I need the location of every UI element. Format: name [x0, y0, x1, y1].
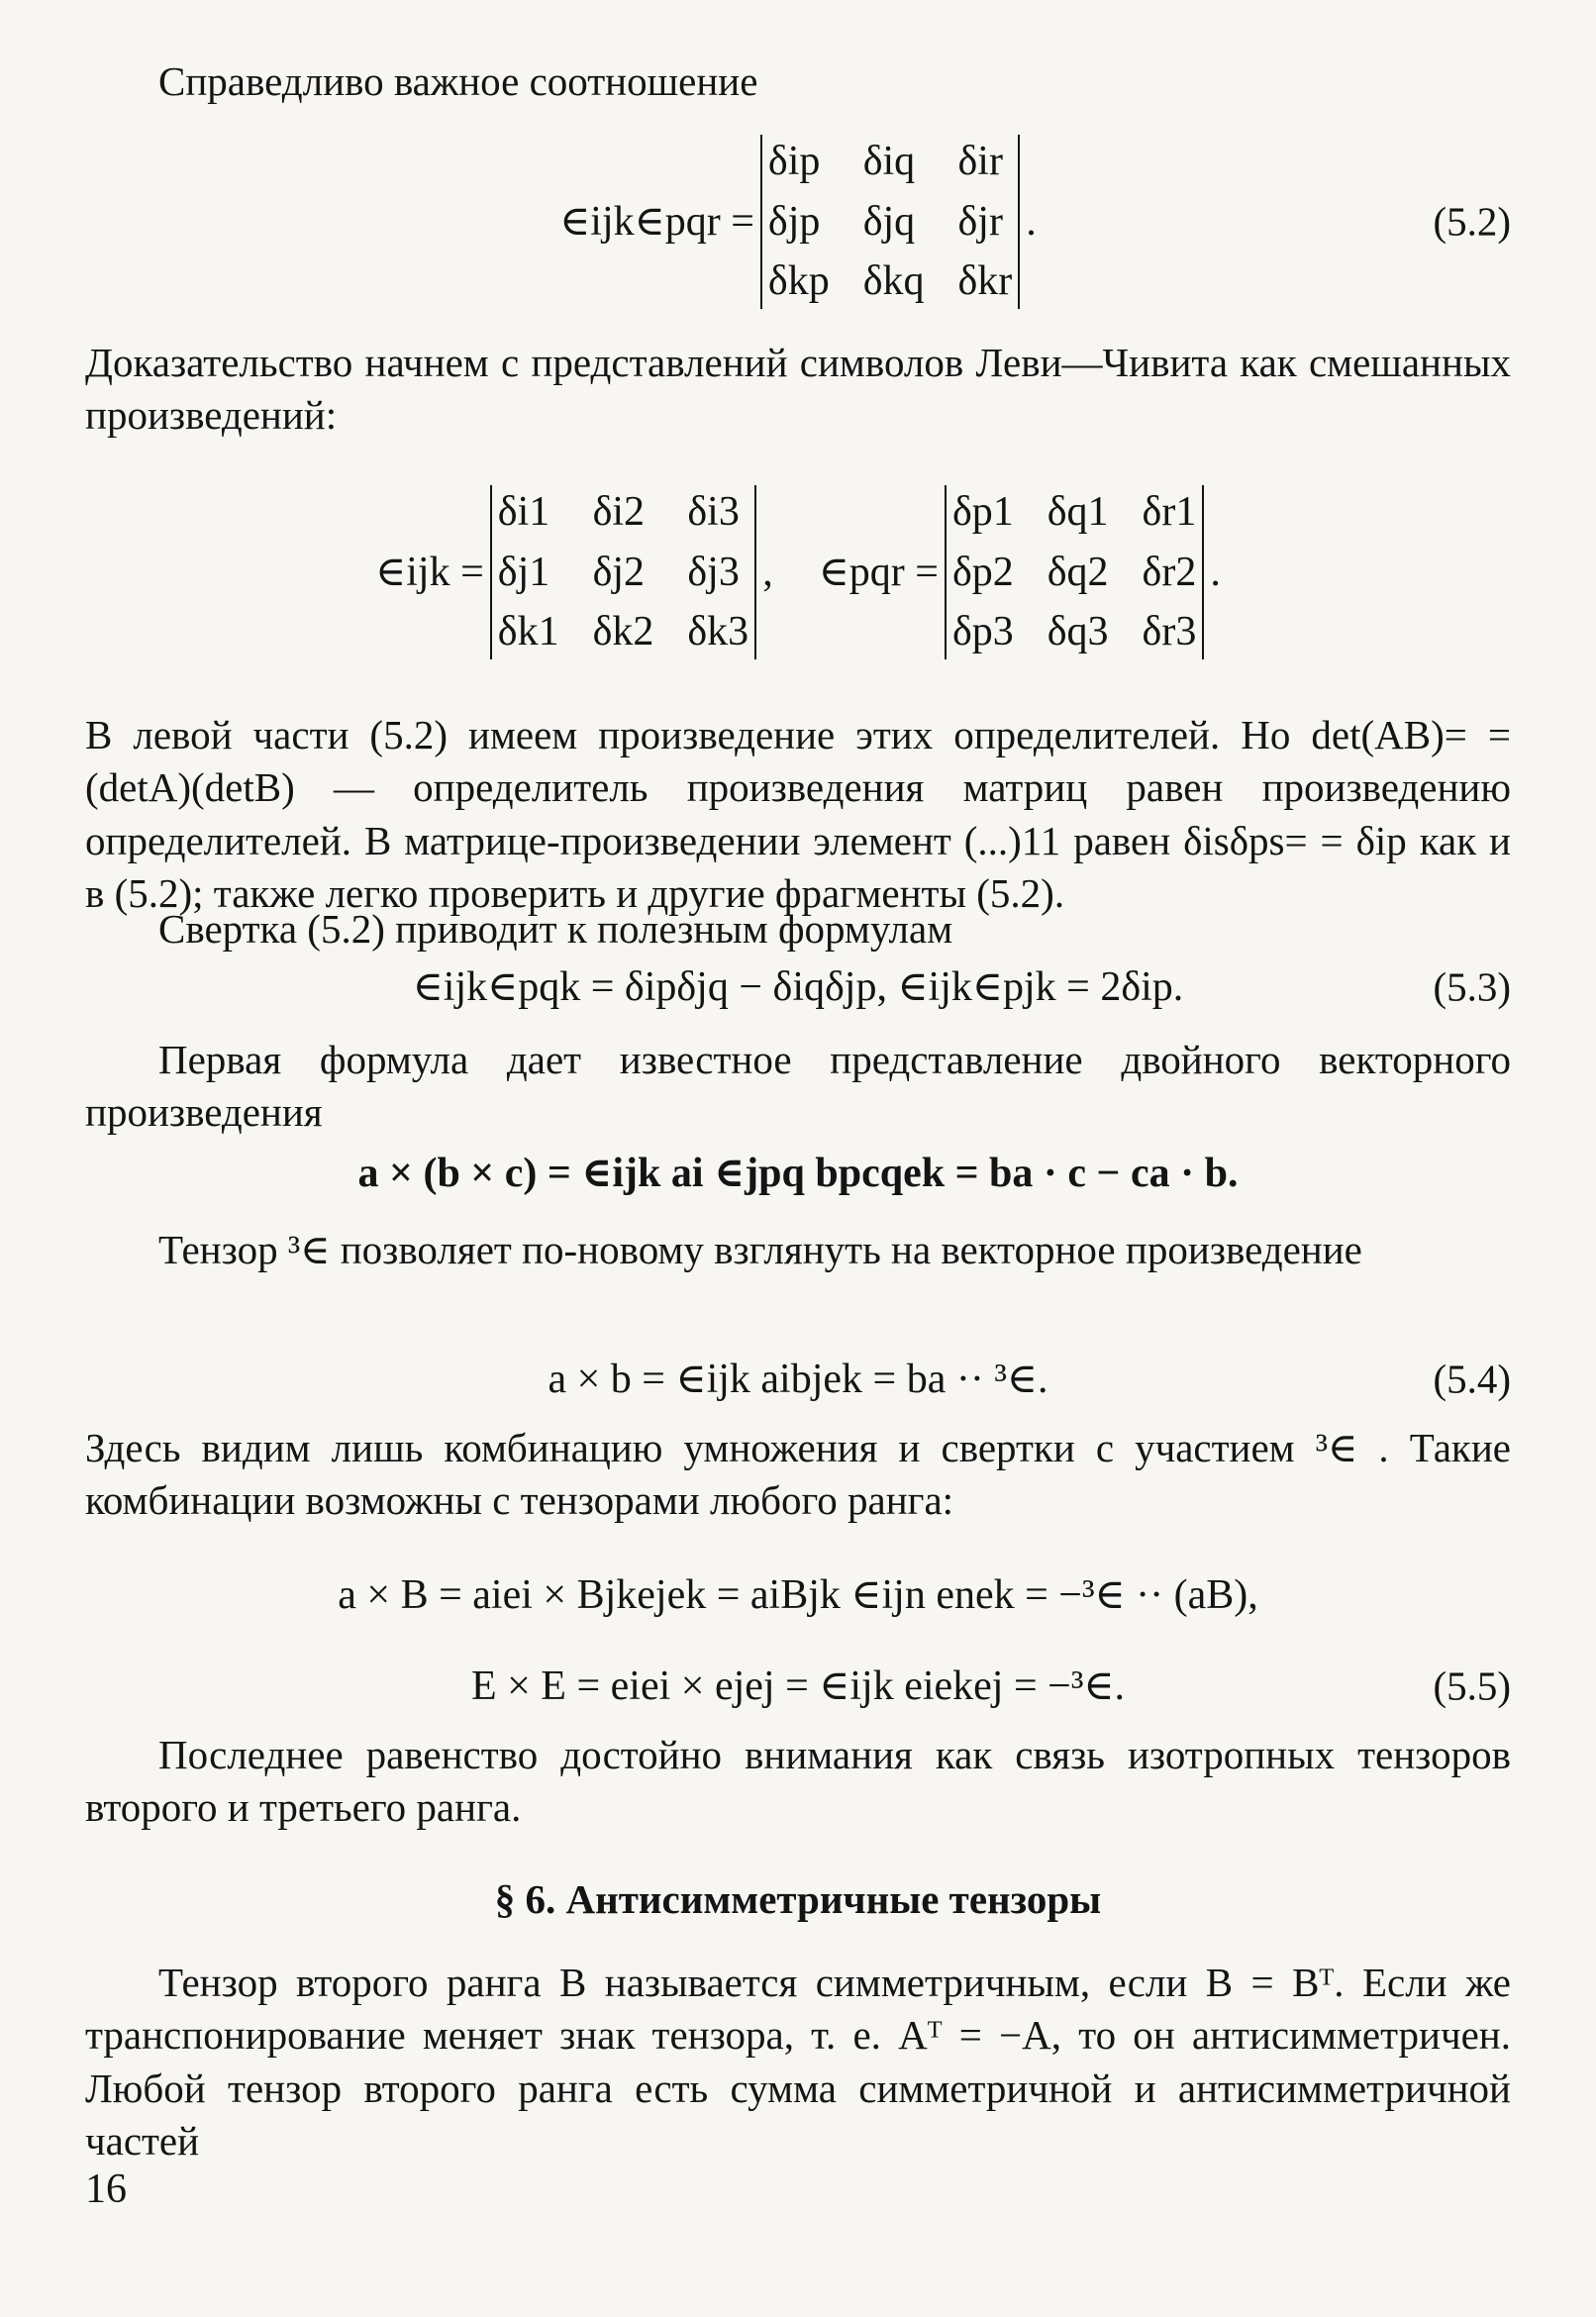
matrix-cell: δkp — [767, 258, 830, 305]
triple-text: a × (b × c) = ∈ijk ai ∈jpq bpcqek = ba · c − ca · b. — [357, 1151, 1239, 1196]
determinant-pqr — [945, 485, 1204, 659]
matrix-cell: δj2 — [592, 549, 646, 595]
equation-5-3 — [85, 960, 1511, 1015]
equation-5-5b — [85, 1660, 1511, 1714]
section-heading: § 6. Антисимметричные тензоры — [494, 1876, 1102, 1922]
determinant-5-2 — [760, 135, 1020, 309]
eq53-number: (5.3) — [1433, 963, 1511, 1010]
matrix-cell: δp2 — [951, 549, 1014, 595]
last-paragraph: Последнее равенство достойно внимания как связь изотропных тензоров второго и третьего ранга. — [85, 1732, 1511, 1831]
matrix-cell: δi3 — [687, 489, 740, 535]
matrix-cell: δj1 — [497, 549, 550, 595]
mixed-lhs2: ∈pqr = — [818, 549, 939, 595]
mixed-tail: . — [1210, 549, 1221, 595]
mixed-lhs1: ∈ijk = — [375, 549, 484, 595]
eq55a-text: a × B = aiei × Bjkejek = aiBjk ∈ijn enek = −³∈ ·· (aB), — [338, 1572, 1258, 1618]
matrix-cell: δr2 — [1142, 549, 1197, 595]
first-formula-text: Первая формула дает известное представление двойного векторного произведения — [85, 1037, 1511, 1136]
matrix-cell: δir — [957, 139, 1003, 184]
matrix-cell: δk1 — [497, 609, 559, 655]
matrix-cell: δq2 — [1047, 549, 1109, 595]
proof-intro: Доказательство начнем с представлений символов Леви—Чивита как смешанных произведений: — [85, 340, 1511, 439]
equation-5-2 — [85, 135, 1511, 309]
eq55b-number: (5.5) — [1433, 1662, 1511, 1709]
equation-5-5a — [85, 1568, 1511, 1623]
matrix-cell: δq3 — [1047, 609, 1109, 655]
matrix-cell: δp1 — [951, 489, 1014, 535]
eq52-lhs: ∈ijk∈pqr = — [559, 198, 754, 245]
eq55b-text: E × E = eiei × ejej = ∈ijk eiekej = −³∈. — [470, 1663, 1126, 1709]
matrix-cell: δj3 — [687, 549, 740, 595]
eq54-text: a × b = ∈ijk aibjek = ba ·· ³∈. — [548, 1357, 1048, 1402]
tensor-paragraph: Тензор ³∈ позволяет по-новому взглянуть на векторное произведение — [158, 1227, 1362, 1272]
equation-5-4 — [85, 1353, 1511, 1407]
matrix-cell: δk2 — [592, 609, 654, 655]
eq54-number: (5.4) — [1433, 1356, 1511, 1402]
final-paragraph: Тензор второго ранга B называется симметричным, если B = Bᵀ. Если же транспонирование меняет знак тензора, т. е. Aᵀ = −A, то он антисимметричен. Любой тензор второго ранга есть сумма симметричной и антисимметричной частей — [85, 1960, 1511, 2164]
mixed-sep: , — [762, 549, 773, 595]
eq52-tail: . — [1026, 198, 1037, 245]
matrix-cell: δk3 — [687, 609, 749, 655]
eq53-text: ∈ijk∈pqk = δipδjq − δiqδjp, ∈ijk∈pjk = 2δip. — [412, 964, 1184, 1010]
eq52-number: (5.2) — [1433, 198, 1511, 245]
here-paragraph: Здесь видим лишь комбинацию умножения и свертки с участием ³∈ . Такие комбинации возможны с тензорами любого ранга: — [85, 1425, 1511, 1524]
matrix-cell: δiq — [862, 139, 916, 184]
matrix-cell: δkr — [957, 258, 1013, 305]
page-number: 16 — [85, 2166, 127, 2212]
left-part-paragraph: В левой части (5.2) имеем произведение этих определителей. Но det(AB)= = (detA)(detB) — определитель произведения матриц равен произведению определителей. В матрице-произведении элемент (...)11 равен δisδps= = δip как и в (5.2); также легко проверить и другие фрагменты (5.2). — [85, 712, 1511, 916]
matrix-cell: δq1 — [1047, 489, 1109, 535]
svertka-text: Свертка (5.2) приводит к полезным формулам — [158, 906, 953, 952]
matrix-cell: δjq — [862, 198, 916, 245]
matrix-cell: δr3 — [1142, 609, 1197, 655]
matrix-cell: δr1 — [1142, 489, 1197, 535]
mixed-products — [85, 485, 1511, 659]
matrix-cell: δjr — [957, 198, 1003, 245]
matrix-cell: δip — [767, 139, 821, 184]
matrix-cell: δjp — [767, 198, 821, 245]
determinant-ijk — [490, 485, 756, 659]
matrix-cell: δkq — [862, 258, 925, 305]
triple-product — [85, 1147, 1511, 1201]
matrix-cell: δi2 — [592, 489, 646, 535]
intro-text: Справедливо важное соотношение — [158, 58, 758, 104]
matrix-cell: δp3 — [951, 609, 1014, 655]
matrix-cell: δi1 — [497, 489, 550, 535]
